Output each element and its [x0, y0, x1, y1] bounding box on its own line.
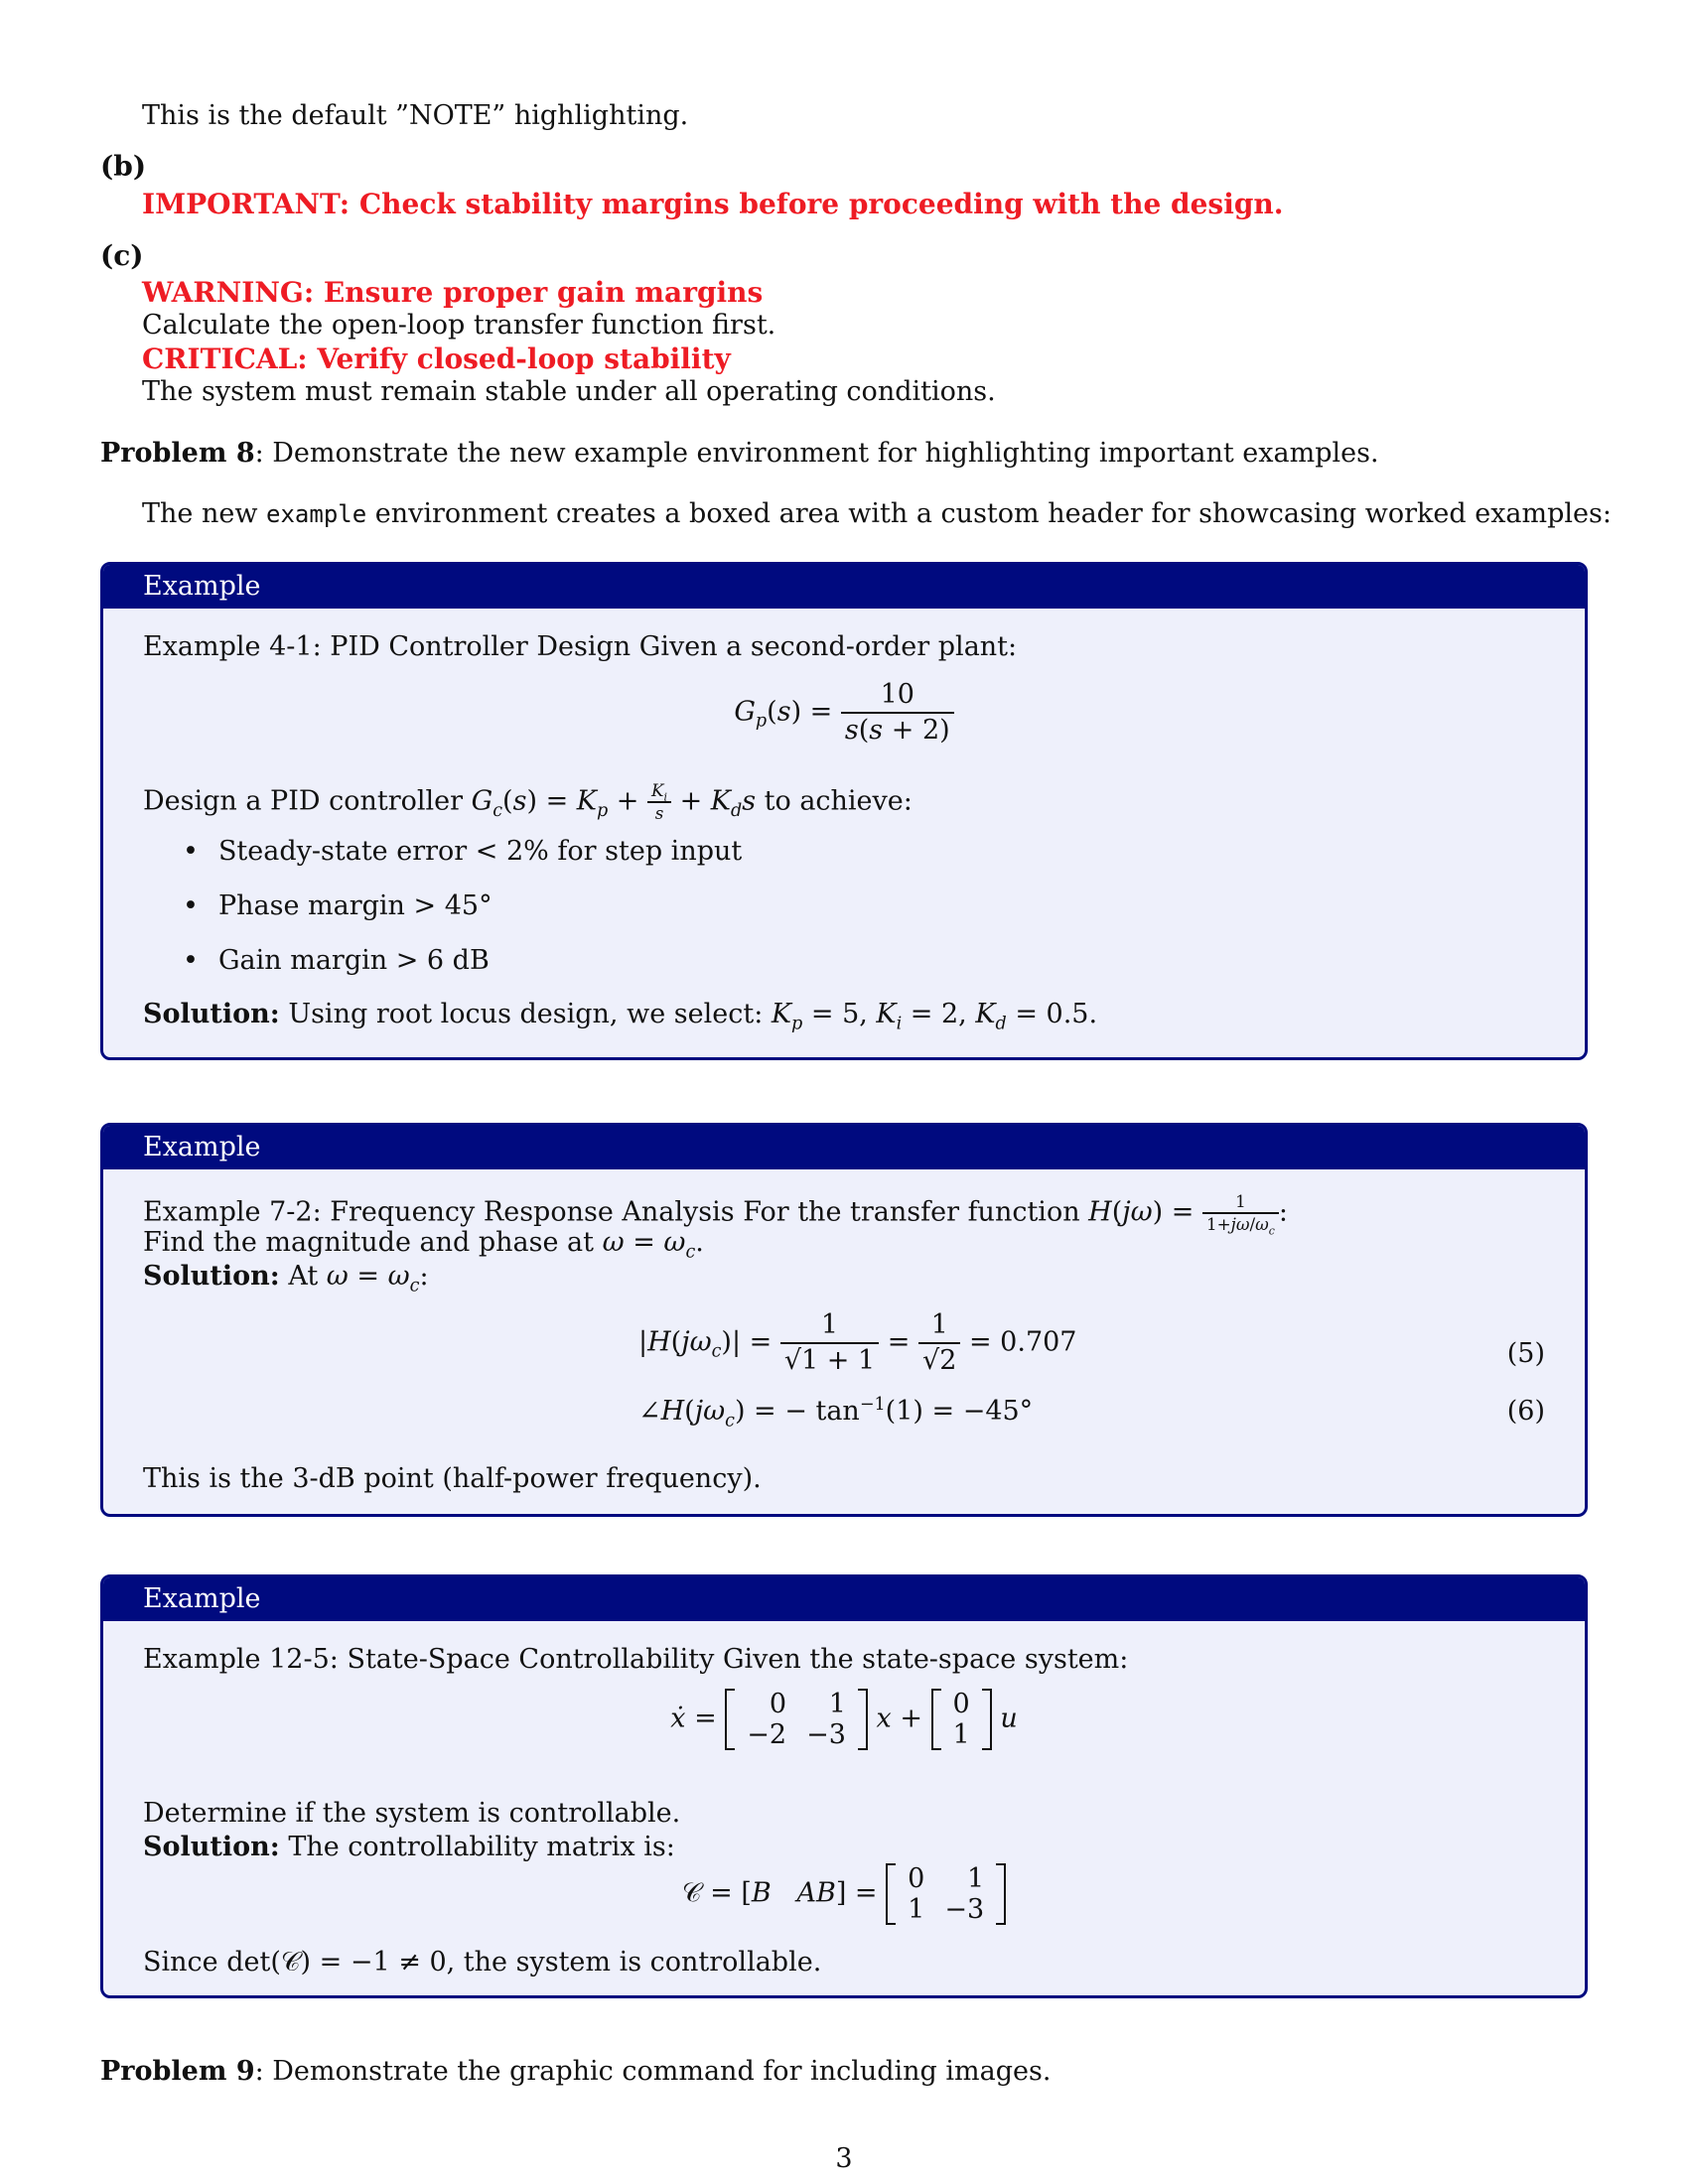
problem-9-label: Problem 9 [100, 2056, 255, 2087]
solution-text: At [279, 1261, 327, 1292]
note-line: This is the default ”NOTE” highlighting. [142, 100, 689, 131]
example-2-closing: This is the 3-dB point (half-power frequency). [143, 1463, 762, 1494]
equation-number: (6) [1506, 1396, 1545, 1427]
state-equation: ẋ = 0 1 −2 −3 x + 0 1 u [670, 1689, 1018, 1751]
list-item: • Gain margin > 6 dB [143, 944, 742, 999]
determine-line: Determine if the system is controllable. [143, 1798, 681, 1829]
solution-label: Solution: [143, 999, 280, 1029]
design-line: Design a PID controller $G_c(s) = K_p$ + $\frac{K_i}{s}$ + $K_ds$ to achieve: [143, 780, 913, 823]
problem-9-text: : Demonstrate the graphic command for including images. [254, 2056, 1052, 2087]
intro-pre: The new [142, 498, 267, 529]
solution-line: Solution: Using root locus design, we select: $K_p = 5$, $K_i = 2$, $K_d = 0.5$. [143, 999, 1098, 1034]
problem-8-text: : Demonstrate the new example environment for highlighting important examples. [254, 438, 1379, 469]
example-header: Example [103, 565, 1585, 609]
solution-label: Solution: [143, 1832, 280, 1862]
example-header: Example [103, 1126, 1585, 1169]
example-3-intro: Example 12-5: State-Space Controllability Given the state-space system: [143, 1644, 1129, 1675]
intro-post: environment creates a boxed area with a custom header for showcasing worked examples: [366, 498, 1612, 529]
equation-number: (5) [1506, 1338, 1545, 1369]
example-box-2 [100, 1123, 1588, 1517]
intro-text: Example 7-2: Frequency Response Analysis For the transfer function [143, 1196, 1089, 1228]
controllability-equation: 𝒞 = [B AB] = 0 1 1 −3 [103, 1863, 1585, 1925]
requirements-list [143, 835, 742, 999]
solution-line [143, 1831, 675, 1864]
design-post: to achieve: [756, 785, 913, 817]
closing-pre: Since det( [143, 1947, 281, 1978]
example-box-1 [100, 562, 1588, 1060]
problem-8-label: Problem 8 [100, 438, 255, 469]
example-header: Example [103, 1577, 1585, 1621]
part-b-label: (b) [100, 150, 147, 183]
example-3-closing: Since det(𝒞) = −1 ≠ 0, the system is controllable. [143, 1947, 822, 1978]
problem-8-intro [142, 497, 1612, 531]
magnitude-equation: $|H(j\omega_c)|$ = $\frac{1}{√1 + 1}$ = $\frac{1}{√2}$ = 0.707 [638, 1309, 1077, 1376]
find-line: Find the magnitude and phase at $\omega = \omega_c$. [143, 1227, 704, 1263]
find-text: Find the magnitude and phase at [143, 1227, 603, 1258]
problem-9 [100, 2055, 1051, 2089]
part-c-line1: Calculate the open-loop transfer function first. [142, 310, 776, 341]
example-box-3 [100, 1574, 1588, 1998]
critical-text: CRITICAL: Verify closed-loop stability [142, 342, 731, 375]
important-text: IMPORTANT: Check stability margins before proceeding with the design. [142, 188, 1284, 220]
phase-equation: $\angle H(j\omega_c)$ = − $\tan^{-1}(1) = -45^\circ$ [638, 1395, 1034, 1432]
code-example: example [266, 500, 367, 528]
part-c-line2: The system must remain stable under all operating conditions. [142, 376, 996, 407]
solution-text: The controllability matrix is: [279, 1832, 675, 1862]
solution-line: Solution: At $\omega = \omega_c$: [143, 1261, 429, 1297]
part-c-label: (c) [100, 239, 144, 272]
problem-8 [100, 437, 1379, 471]
design-pre: Design a PID controller [143, 785, 472, 817]
closing-post: , the system is controllable. [446, 1947, 822, 1978]
solution-label: Solution: [143, 1261, 280, 1292]
example-2-intro: Example 7-2: Frequency Response Analysis For the transfer function H(jω) = $\frac{1}{1+j\omega/\omega_c}$ : [143, 1191, 1288, 1238]
warning-text: WARNING: Ensure proper gain margins [142, 276, 764, 309]
page-number: 3 [835, 2143, 853, 2174]
list-item: • Phase margin > 45° [143, 889, 742, 944]
plant-equation: $G_p(s)$ = $\frac{10}{s(s + 2)}$ [103, 678, 1585, 748]
example-1-intro: Example 4-1: PID Controller Design Given a second-order plant: [143, 631, 1018, 662]
list-item: • Steady-state error < 2% for step input [143, 835, 742, 889]
solution-text: Using root locus design, we select: [279, 999, 772, 1029]
